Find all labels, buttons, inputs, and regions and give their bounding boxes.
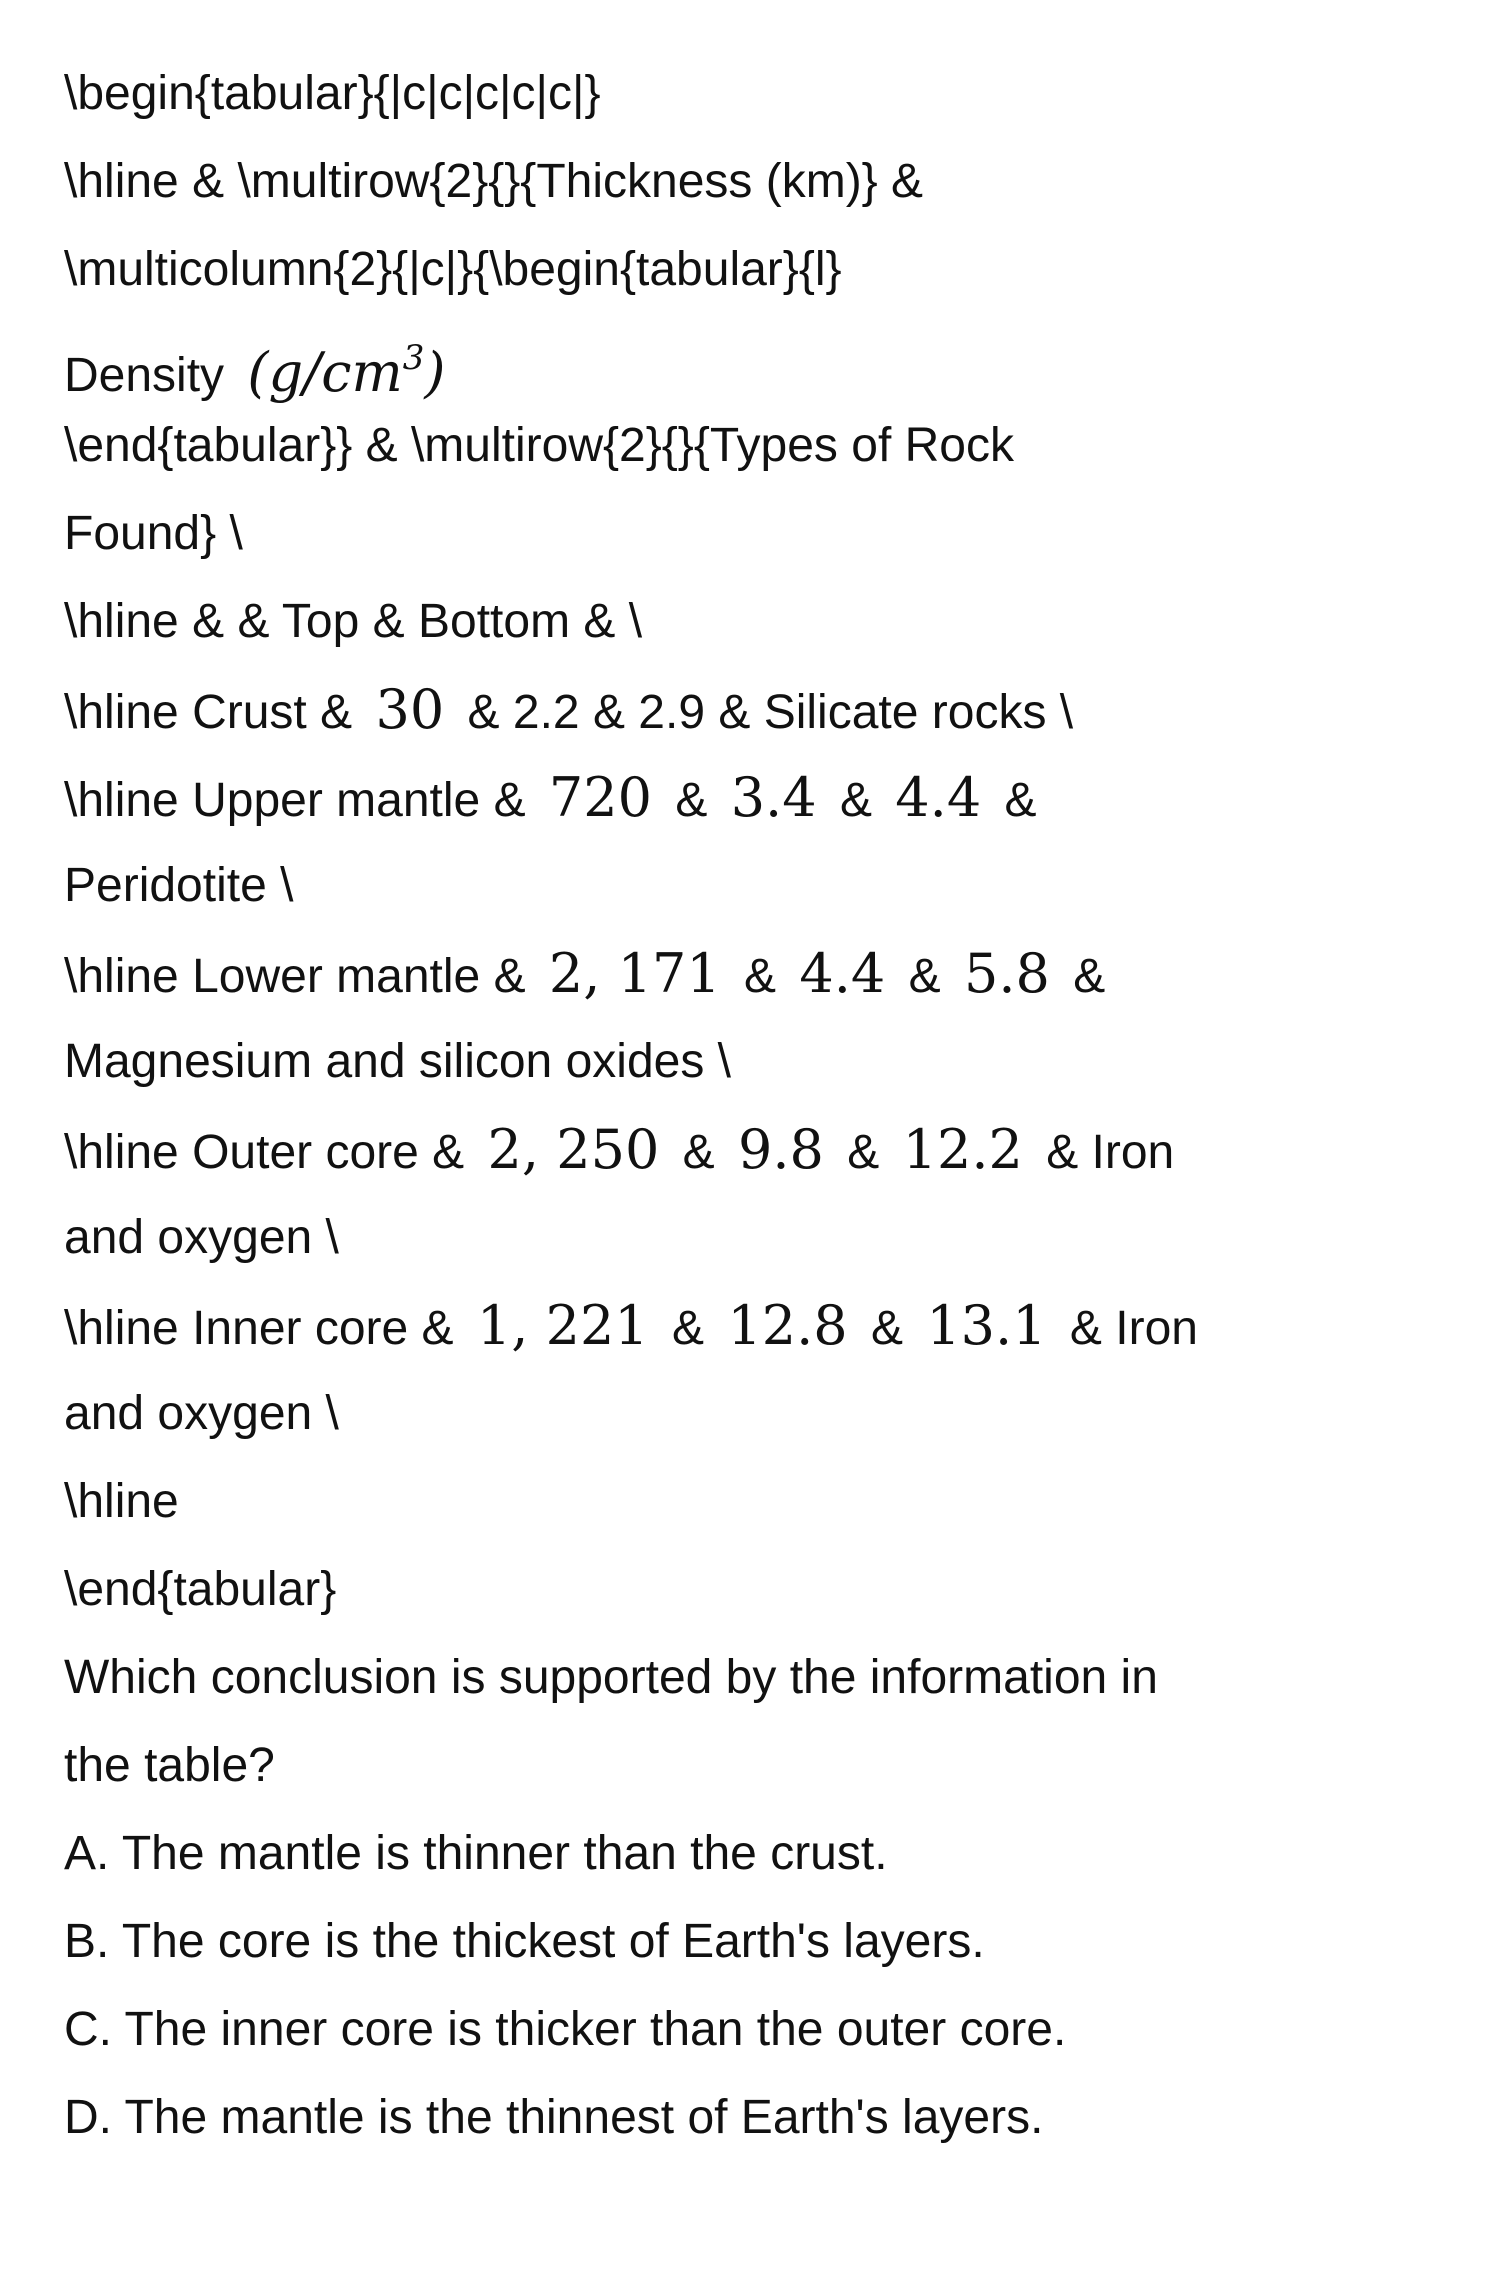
- density-unit: $(g/cm^3)$: [247, 338, 446, 404]
- lower-mantle-rock: Magnesium and silicon oxides \: [64, 1035, 732, 1088]
- latex-line: \hline: [64, 1475, 179, 1528]
- question-text: Which conclusion is supported by the information in: [64, 1651, 1158, 1704]
- inner-core-top-density: 12.8: [727, 1294, 848, 1357]
- answer-option-c[interactable]: C. The inner core is thicker than the outer core.: [64, 2003, 1067, 2056]
- outer-core-thickness: 2, 250: [487, 1118, 660, 1181]
- latex-line: \hline & \multirow{2}{}{Thickness (km)} &: [64, 155, 924, 208]
- lower-mantle-thickness: 2, 171: [548, 942, 721, 1005]
- table-row-lower-mantle: \hline Lower mantle & 2, 171 & 4.4 & 5.8 &: [64, 942, 1106, 1005]
- upper-mantle-bottom-density: 4.4: [895, 766, 982, 829]
- inner-core-bottom-density: 13.1: [926, 1294, 1047, 1357]
- density-header-line: [64, 314, 1444, 402]
- crust-thickness: 30: [375, 678, 445, 741]
- outer-core-rock: and oxygen \: [64, 1211, 339, 1264]
- latex-line: Found} \: [64, 507, 243, 560]
- latex-line: \end{tabular}: [64, 1563, 337, 1616]
- question-text: the table?: [64, 1739, 275, 1792]
- table-row-inner-core: \hline Inner core & 1, 221 & 12.8 & 13.1 & Iron: [64, 1294, 1198, 1357]
- document-body: [64, 50, 1444, 2162]
- answer-option-a[interactable]: A. The mantle is thinner than the crust.: [64, 1827, 888, 1880]
- table-row-outer-core: \hline Outer core & 2, 250 & 9.8 & 12.2 & Iron: [64, 1118, 1175, 1181]
- latex-line: \end{tabular}} & \multirow{2}{}{Types of Rock: [64, 419, 1014, 472]
- inner-core-rock: and oxygen \: [64, 1387, 339, 1440]
- answer-option-b[interactable]: B. The core is the thickest of Earth's layers.: [64, 1915, 985, 1968]
- answer-option-d[interactable]: D. The mantle is the thinnest of Earth's layers.: [64, 2091, 1044, 2144]
- density-label: Density: [64, 349, 225, 402]
- density-unit-exponent: 3: [402, 338, 425, 378]
- upper-mantle-top-density: 3.4: [730, 766, 817, 829]
- table-row-upper-mantle: \hline Upper mantle & 720 & 3.4 & 4.4 &: [64, 766, 1037, 829]
- latex-line: \multicolumn{2}{|c|}{\begin{tabular}{l}: [64, 243, 842, 296]
- inner-core-thickness: 1, 221: [476, 1294, 649, 1357]
- latex-line: \begin{tabular}{|c|c|c|c|c|}: [64, 67, 601, 120]
- lower-mantle-top-density: 4.4: [799, 942, 886, 1005]
- table-row-crust: \hline Crust & 30 & 2.2 & 2.9 & Silicate rocks \: [64, 678, 1074, 741]
- latex-line: \hline & & Top & Bottom & \: [64, 595, 643, 648]
- upper-mantle-rock: Peridotite \: [64, 859, 294, 912]
- outer-core-top-density: 9.8: [738, 1118, 824, 1181]
- outer-core-bottom-density: 12.2: [902, 1118, 1023, 1181]
- lower-mantle-bottom-density: 5.8: [963, 942, 1050, 1005]
- upper-mantle-thickness: 720: [548, 766, 652, 829]
